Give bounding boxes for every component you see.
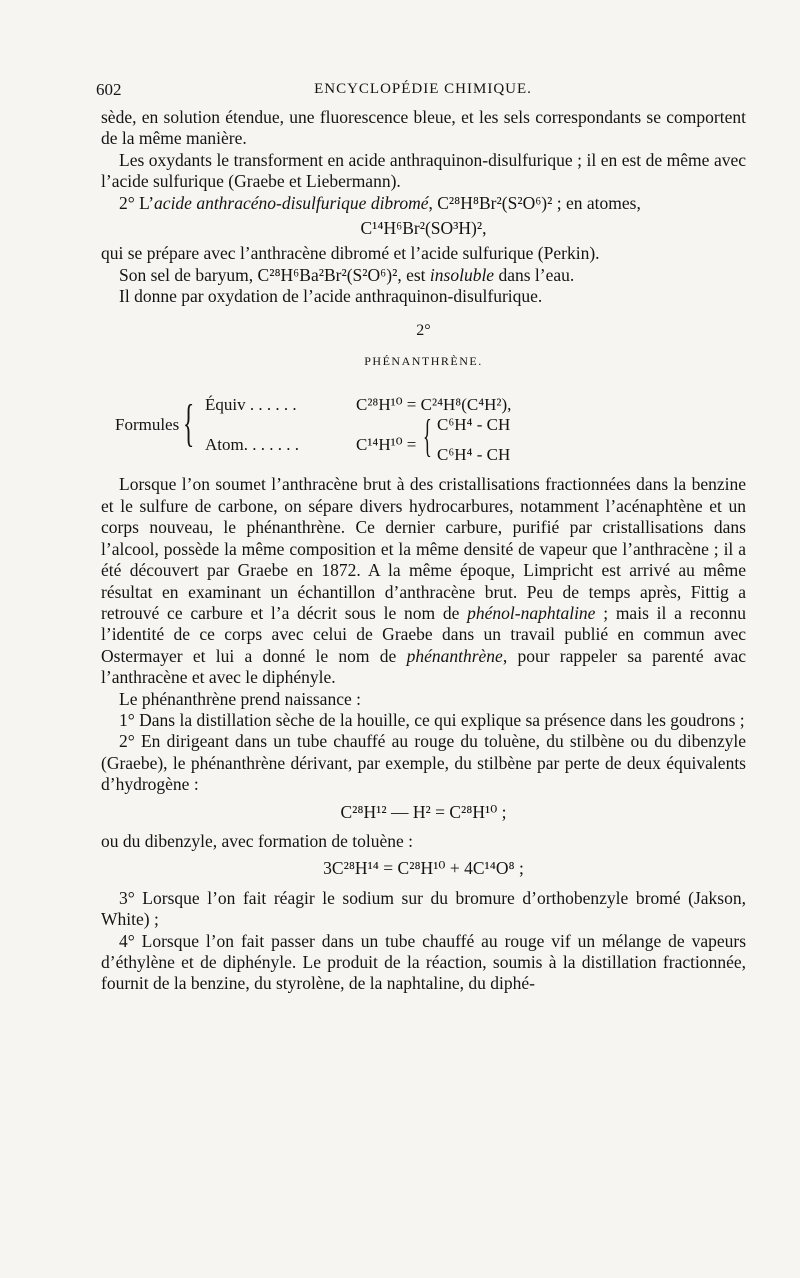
text-run: 2° L’ [119, 192, 155, 213]
structure-brace: { [423, 410, 432, 462]
italic-term: phénol-naphtaline [467, 602, 596, 623]
structure-line-2: C⁶H⁴ - CH [437, 445, 511, 465]
formula-label: Formules [115, 415, 180, 435]
equiv-formula: C²⁸H¹⁰ = C²⁴H⁸(C⁴H²), [356, 395, 512, 415]
atom-label: Atom. . . . . . . [205, 435, 299, 455]
paragraph: qui se prépare avec l’anthracène dibromé et l’acide sulfurique (Perkin). [101, 243, 600, 264]
left-brace: { [183, 395, 195, 453]
text-run: , C²⁸H⁸Br²(S²O⁶)² ; en atomes, [428, 192, 641, 213]
italic-term: acide anthracéno-disulfurique dibromé [154, 192, 429, 213]
atom-formula: C¹⁴H¹⁰ = [356, 435, 417, 455]
section-number: 2° [416, 321, 431, 339]
italic-term: phénanthrène [406, 645, 503, 666]
text-run: ; mais il a reconnu l’identité de ce corps avec celui de Graebe dans un travail publié en commun avec Ostermayer et lui a donné le nom de [101, 602, 746, 666]
text-run: , pour rappeler sa parenté avac l’anthracène et avec le diphényle. [101, 645, 746, 688]
paragraph: 4° Lorsque l’on fait passer dans un tube chauffé au rouge vif un mélange de vapeurs d’éthylène et de diphényle. Le produit de la réaction, soumis à la distillation fractionnée, fournit de la benzine, du styrolène, de la naphtaline, du diphé- [101, 930, 746, 994]
paragraph [101, 474, 746, 688]
paragraph: ou du dibenzyle, avec formation de toluène : [101, 830, 413, 851]
page-body [101, 107, 746, 995]
text-run: Lorsque l’on soumet l’anthracène brut à des cristallisations fractionnées dans la benzine et le sulfure de carbone, on sépare divers hydrocarbures, notamment l’acénaphtène et un corps nouveau, le phénanthrène. Ce dernier carbure, purifié par cristallisations dans l’alcool, possède la même composition et la même densité de vapeur que l’anthracène ; il a été découvert par Graebe en 1872. A la même époque, Limpricht est arrivé au même résultat en examinant un échantillon d’anthracène brut. Peu de temps après, Fittig a retrouvé ce carbure et l’a décrit sous le nom de [101, 474, 746, 623]
equation: C¹⁴H⁶Br²(SO³H)², [360, 218, 487, 239]
equation: 3C²⁸H¹⁴ = C²⁸H¹⁰ + 4C¹⁴O⁸ ; [323, 858, 524, 879]
running-head: ENCYCLOPÉDIE CHIMIQUE. [314, 81, 532, 97]
italic-term: insoluble [429, 264, 495, 285]
paragraph: Il donne par oxydation de l’acide anthraquinon-disulfurique. [119, 286, 543, 307]
equation: C²⁸H¹² — H² = C²⁸H¹⁰ ; [340, 801, 507, 822]
paragraph: Le phénanthrène prend naissance : [119, 688, 361, 709]
paragraph: 3° Lorsque l’on fait réagir le sodium sur du bromure d’orthobenzyle bromé (Jakson, White) ; [101, 887, 746, 930]
paragraph: sède, en solution étendue, une fluorescence bleue, et les sels correspondants se comportent de la même manière. [101, 107, 746, 149]
structure-line-1: C⁶H⁴ - CH [437, 415, 511, 435]
formula-block [101, 392, 746, 464]
section-title: PHÉNANTHRÈNE. [364, 354, 483, 369]
paragraph [101, 193, 746, 214]
paragraph [101, 265, 746, 286]
text-run: dans l’eau. [494, 264, 575, 285]
page-number: 602 [96, 80, 122, 99]
page-header [96, 80, 750, 102]
equiv-label: Équiv . . . . . . [205, 395, 297, 415]
paragraph: Les oxydants le transforment en acide anthraquinon-disulfurique ; il en est de même avec l’acide sulfurique (Graebe et Liebermann). [101, 149, 746, 192]
paragraph: 2° En dirigeant dans un tube chauffé au rouge du toluène, du stilbène ou du dibenzyle (Graebe), le phénanthrène dérivant, par exemple, du stilbène par perte de deux équivalents d’hydrogène : [101, 731, 746, 795]
paragraph: 1° Dans la distillation sèche de la houille, ce qui explique sa présence dans les goudrons ; [119, 709, 745, 730]
text-run: Son sel de baryum, C²⁸H⁶Ba²Br²(S²O⁶)², est [119, 264, 430, 285]
